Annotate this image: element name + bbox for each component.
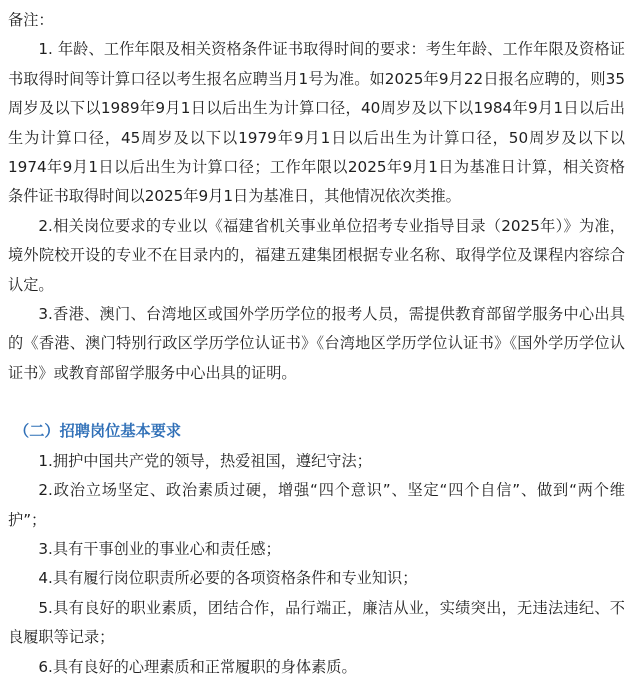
section-spacer — [8, 388, 625, 417]
remark-item-3: 3.香港、澳门、台湾地区或国外学历学位的报考人员，需提供教育部留学服务中心出具的《香港、澳门特别行政区学历学位认证书》《台湾地区学历学位认证书》《国外学历学位认证书》或教育部留学服务中心出具的证明。 — [8, 305, 625, 382]
requirement-item-1: 1.拥护中国共产党的领导，热爱祖国，遵纪守法； — [38, 451, 372, 470]
requirement-item-6: 6.具有良好的心理素质和正常履职的身体素质。 — [38, 657, 357, 676]
requirement-item-4: 4.具有履行岗位职责所必要的各项资格条件和专业知识； — [38, 569, 418, 588]
requirement-item-2: 2.政治立场坚定、政治素质过硬，增强“四个意识”、坚定“四个自信”、做到“两个维护”； — [8, 481, 625, 529]
remarks-heading: 备注： — [8, 11, 54, 29]
remark-item-2: 2.相关岗位要求的专业以《福建省机关事业单位招考专业指导目录（2025年）》为准，境外院校开设的专业不在目录内的，福建五建集团根据专业名称、取得学位及课程内容综合认定。 — [8, 216, 625, 294]
remark-item-1: 1. 年龄、工作年限及相关资格条件证书取得时间的要求：考生年龄、工作年限及资格证书取得时间等计算口径以考生报名应聘当月1号为准。如2025年9月22日报名应聘的，则35周岁及以下以1989年9月1日以后出生为计算口径，40周岁及以下以1984年9月1日以后出生为计算口径，45周岁及以下以1979年9月1日以后出生为计算口径，50周岁及以下以1974年9月1日以后出生为计算口径；工作年限以2025年9月1日为基准日计算，相关资格条件证书取得时间以2025年9月1日为基准日，其他情况依次类推。 — [8, 40, 625, 206]
section-title-requirements: （二）招聘岗位基本要求 — [14, 422, 182, 441]
requirement-item-5: 5.具有良好的职业素质，团结合作，品行端正，廉洁从业，实绩突出，无违法违纪、不良履职等记录； — [8, 598, 625, 647]
requirement-item-3: 3.具有干事创业的事业心和责任感； — [38, 539, 281, 558]
